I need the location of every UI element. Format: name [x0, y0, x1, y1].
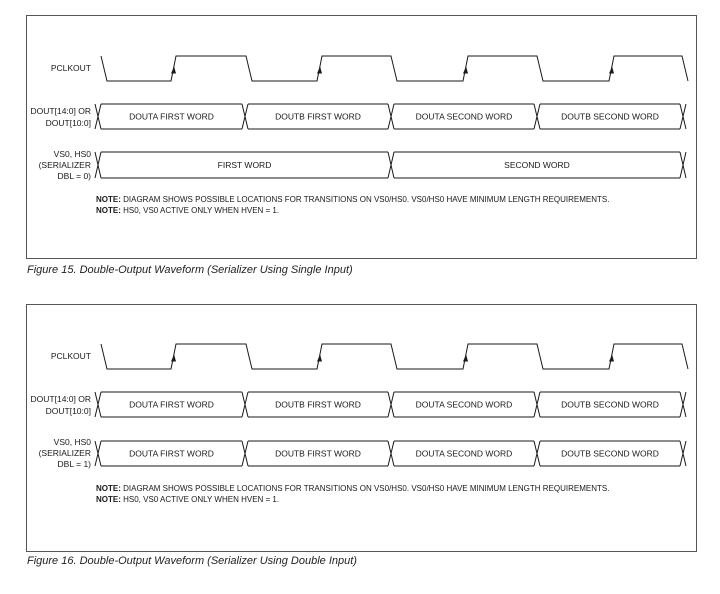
vs-label-line3: DBL = 0) — [57, 171, 91, 181]
note-2: NOTE: HS0, VS0 ACTIVE ONLY WHEN HVEN = 1. — [96, 206, 280, 215]
vs-label-line1: VS0, HS0 — [53, 437, 91, 447]
dout-bus-word: DOUTA SECOND WORD — [415, 111, 513, 122]
pclkout-label: PCLKOUT — [50, 351, 91, 361]
note-2: NOTE: HS0, VS0 ACTIVE ONLY WHEN HVEN = 1. — [96, 495, 280, 504]
figure-16-caption: Figure 16. Double-Output Waveform (Serializer Using Double Input) — [27, 555, 357, 567]
dout-bus-word: DOUTB SECOND WORD — [561, 399, 659, 410]
vs-bus-word: DOUTA FIRST WORD — [129, 448, 214, 459]
note-1: NOTE: DIAGRAM SHOWS POSSIBLE LOCATIONS FOR TRANSITIONS ON VS0/HS0. VS0/HS0 HAVE MINIMUM LENGTH REQUIREMENTS. — [96, 484, 610, 493]
pclkout-waveform — [101, 56, 688, 81]
vs-bus-word: DOUTB SECOND WORD — [561, 448, 659, 459]
timing-diagram-16 — [27, 305, 696, 551]
note-1: NOTE: DIAGRAM SHOWS POSSIBLE LOCATIONS FOR TRANSITIONS ON VS0/HS0. VS0/HS0 HAVE MINIMUM LENGTH REQUIREMENTS. — [96, 195, 610, 204]
vs-label-line3: DBL = 1) — [57, 459, 91, 469]
dout-bus-word: DOUTB SECOND WORD — [561, 111, 659, 122]
vs-label-line2: (SERIALIZER — [38, 448, 91, 458]
vs-bus-word: DOUTB FIRST WORD — [275, 448, 361, 459]
dout-bus-word: DOUTB FIRST WORD — [275, 111, 361, 122]
dout-bus-word: DOUTA FIRST WORD — [129, 399, 214, 410]
timing-diagram-15 — [27, 16, 696, 258]
dout-label-line1: DOUT[14:0] OR — [30, 106, 91, 116]
dout-bus-word: DOUTA FIRST WORD — [129, 111, 214, 122]
vs-bus-word: SECOND WORD — [504, 160, 570, 170]
figure-15-panel — [26, 15, 697, 259]
vs-bus-word: FIRST WORD — [217, 160, 272, 170]
pclkout-waveform — [101, 344, 688, 369]
dout-bus-word: DOUTB FIRST WORD — [275, 399, 361, 410]
dout-label-line2: DOUT[10:0] — [45, 406, 91, 416]
vs-label-line2: (SERIALIZER — [38, 160, 91, 170]
dout-label-line2: DOUT[10:0] — [45, 118, 91, 128]
dout-bus-word: DOUTA SECOND WORD — [415, 399, 513, 410]
figure-16-panel — [26, 304, 697, 552]
figure-15-caption: Figure 15. Double-Output Waveform (Serializer Using Single Input) — [27, 264, 353, 276]
dout-label-line1: DOUT[14:0] OR — [30, 394, 91, 404]
vs-label-line1: VS0, HS0 — [53, 149, 91, 159]
vs-bus-word: DOUTA SECOND WORD — [415, 448, 513, 459]
pclkout-label: PCLKOUT — [50, 63, 91, 73]
